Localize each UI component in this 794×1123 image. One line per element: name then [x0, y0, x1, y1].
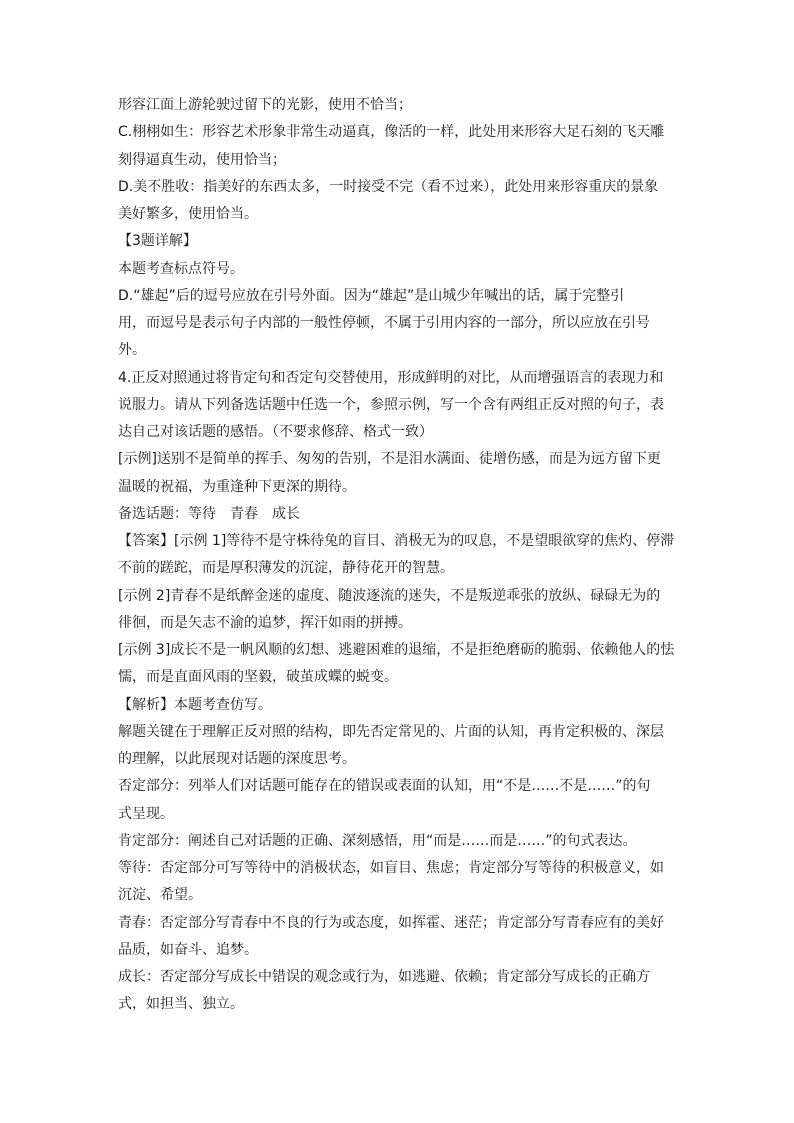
text-line: 形容江面上游轮驶过留下的光影，使用不恰当； — [118, 97, 412, 113]
option-d-line: D.美不胜收：指美好的东西太多，一时接受不完（看不过来），此处用来形容重庆的景象 — [118, 179, 659, 195]
option-c-line: C.栩栩如生：形容艺术形象非常生动逼真，像活的一样，此处用来形容大足石刻的飞天雕 — [118, 124, 665, 140]
example-line: [示例]送别不是简单的挥手、匆匆的告别，不是泪水满面、徒增伤感，而是为远方留下更 — [118, 451, 661, 467]
text-line: 肯定部分：阐述自己对话题的正确、深刻感悟，用“而是……而是……”的句式表达。 — [118, 833, 637, 849]
text-line: 本题考查标点符号。 — [118, 261, 244, 277]
example-3-line: [示例 3]成长不是一帆风顺的幻想、逃避困难的退缩，不是拒绝磨砺的脆弱、依赖他人的怯 — [118, 642, 675, 658]
text-line: 徘徊，而是矢志不渝的追梦，挥汗如雨的拼搏。 — [118, 615, 412, 631]
text-line: 刻得逼真生动，使用恰当； — [118, 152, 286, 168]
text-line: 青春：否定部分写青春中不良的行为或态度，如挥霍、迷茫；肯定部分写青春应有的美好 — [118, 915, 664, 931]
text-line: 式呈现。 — [118, 806, 174, 822]
text-line: 懦，而是直面风雨的坚毅，破茧成蝶的蜕变。 — [118, 669, 398, 685]
example-2-line: [示例 2]青春不是纸醉金迷的虚度、随波逐流的迷失，不是叛逆乖张的放纵、碌碌无为的 — [118, 588, 661, 604]
text-line: D.“雄起”后的逗号应放在引号外面。因为“雄起”是山城少年喊出的话，属于完整引 — [118, 288, 625, 304]
text-line: 沉淀、希望。 — [118, 887, 202, 903]
text-line: 否定部分：列举人们对话题可能存在的错误或表面的认知，用“不是……不是……”的句 — [118, 778, 651, 794]
question-4-line: 4.正反对照通过将肯定句和否定句交替使用，形成鲜明的对比，从而增强语言的表现力和 — [118, 370, 664, 386]
analysis-heading-line: 【解析】本题考查仿写。 — [118, 697, 272, 713]
text-line: 外。 — [118, 342, 146, 358]
text-line: 说服力。请从下列备选话题中任选一个，参照示例，写一个含有两组正反对照的句子，表 — [118, 397, 664, 413]
text-line: 成长：否定部分写成长中错误的观念或行为，如逃避、依赖；肯定部分写成长的正确方 — [118, 969, 650, 985]
text-line: 的理解，以此展现对话题的深度思考。 — [118, 751, 356, 767]
text-line: 温暖的祝福，为重逢种下更深的期待。 — [118, 479, 356, 495]
text-line: 用，而逗号是表示句子内部的一般性停顿，不属于引用内容的一部分，所以应放在引号 — [118, 315, 650, 331]
text-line: 等待：否定部分可写等待中的消极状态，如盲目、焦虑；肯定部分写等待的积极意义，如 — [118, 860, 664, 876]
text-line: 美好繁多，使用恰当。 — [118, 206, 258, 222]
text-line: 式，如担当、独立。 — [118, 996, 244, 1012]
text-line: 品质，如奋斗、追梦。 — [118, 942, 258, 958]
answer-heading-line: 【答案】[示例 1]等待不是守株待兔的盲目、消极无为的叹息，不是望眼欲穿的焦灼、停滞 — [118, 533, 675, 549]
section-heading-q3: 【3题详解】 — [118, 233, 197, 249]
text-line: 达自己对该话题的感悟。（不要求修辞、格式一致） — [118, 424, 433, 440]
text-line: 解题关键在于理解正反对照的结构，即先否定常见的、片面的认知，再肯定积极的、深层 — [118, 724, 664, 740]
topics-line: 备选话题：等待 青春 成长 — [118, 506, 300, 522]
text-line: 不前的蹉跎，而是厚积薄发的沉淀，静待花开的智慧。 — [118, 560, 454, 576]
